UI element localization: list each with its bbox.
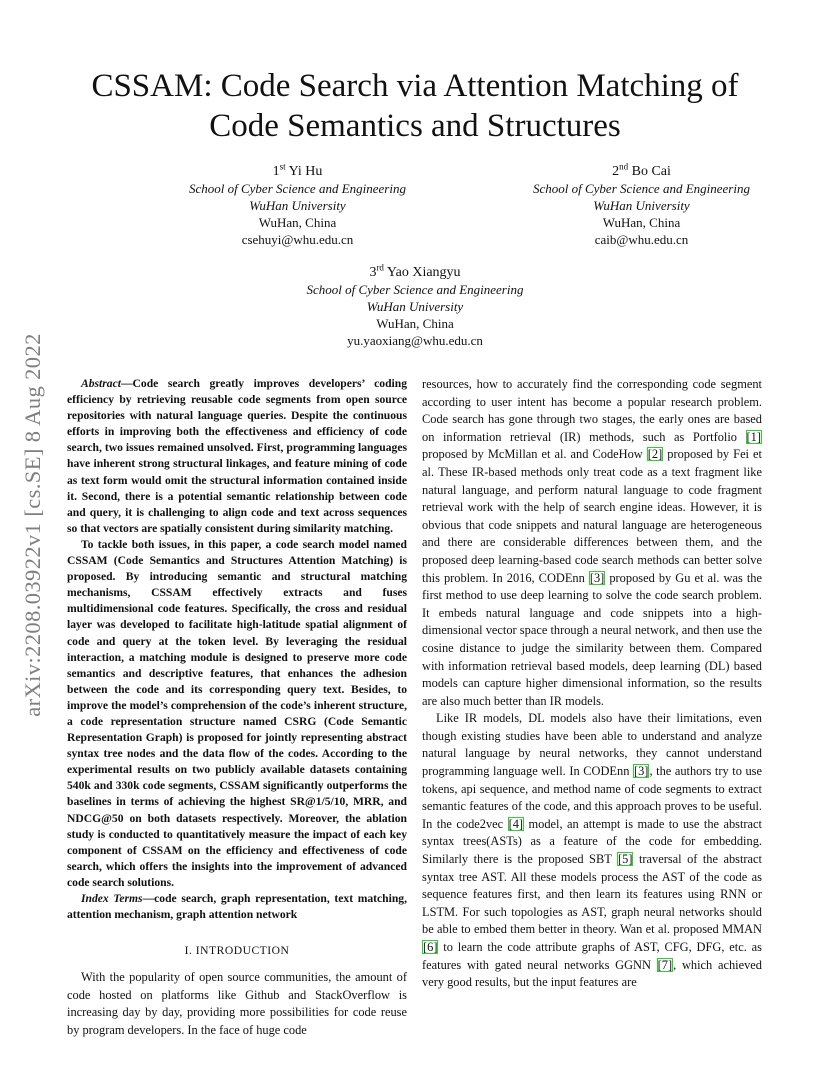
abstract-paragraph-1: Abstract—Code search greatly improves developers’ coding efficiency by retrieving reusable code segments from open source repositories with natural language queries. Despite the continuous efforts in improving both the effectiveness and efficiency of code search, two issues remained unsolved. First, programming languages have inherent strong structural linkages, and feature mining of code as text form would omit the structural information contained inside it. Second, there is a potential semantic relationship between code and query, it is challenging to align code and text across sequences so that vectors are spatially consistent during similarity matching. — [67, 377, 407, 535]
author-block-3 — [270, 264, 560, 349]
author-location: WuHan, China — [258, 215, 337, 230]
left-column — [67, 376, 407, 1040]
intro-paragraph-continued: resources, how to accurately find the corresponding code segment according to user intent has become a popular research problem. Code search has gone through two stages, the early ones are based on information retrieval (IR) methods, such as Portfolio [1] proposed by McMillan et al. and CodeHow [2] proposed by Fei et al. These IR-based methods only treat code as a text fragment like natural language, and perform natural language to code fragment retrieval work with the help of search engine ideas. However, it is obvious that code snippets and natural language are heterogeneous and there are considerable differences between them, and the proposed deep learning-based code search methods can better solve this problem. In 2016, CODEnn [3] proposed by Gu et al. was the first method to use deep learning to solve the code search problem. It embeds natural language and code snippets into a high-dimensional vector space through a neural network, and then use the cosine distance to judge the similarity between them. Compared with information retrieval based models, deep learning (DL) based models can capture higher dimensional information, so the results are also much better than IR models. — [422, 377, 762, 708]
arxiv-id-text: arXiv:2208.03922v1 [cs.SE] 8 Aug 2022 — [20, 333, 45, 717]
arxiv-identifier-stamp — [18, 290, 48, 760]
title-line-1: CSSAM: Code Search via Attention Matching of — [91, 68, 739, 104]
author-university: WuHan University — [249, 198, 346, 213]
author-email: caib@whu.edu.cn — [594, 232, 689, 247]
index-terms: Index Terms—code search, graph representation, text matching, attention mechanism, graph attention network — [67, 892, 407, 922]
author-location: WuHan, China — [602, 215, 681, 230]
abstract-paragraph-2: To tackle both issues, in this paper, a code search model named CSSAM (Code Semantics and Structures Attention Matching) is proposed. By introducing semantic and structural matching mechanisms, CSSAM effectively extracts and fuses multidimensional code features. Specifically, the cross and residual layer was developed to facilitate high-latitude spatial alignment of code and query at the token level. By leveraging the residual interaction, a matching module is designed to preserve more code semantics and descriptive features, that enhances the adhesion between the code and its corresponding query text. Besides, to improve the model’s comprehension of the code’s inherent structure, a code representation structure named CSRG (Code Semantic Representation Graph) is proposed for jointly representing abstract syntax tree nodes and the data flow of the codes. According to the experimental results on two publicly available datasets containing 540k and 330k code segments, CSSAM significantly outperforms the baselines in terms of achieving the highest SR@1/5/10, MRR, and NDCG@50 on both datasets respectively. Moreover, the ablation study is conducted to quantitatively measure the impact of each key component of CSSAM on the efficiency and effectiveness of code search, which offers the insights into the improvement of advanced code search solutions. — [67, 537, 407, 889]
author-school: School of Cyber Science and Engineering — [306, 282, 524, 297]
author-name: 1st Yi Hu — [272, 161, 323, 179]
citation-link[interactable]: [4] — [508, 816, 524, 831]
author-block-2 — [504, 163, 779, 248]
author-university: WuHan University — [593, 198, 690, 213]
author-location: WuHan, China — [376, 316, 454, 331]
title-line-2: Code Semantics and Structures — [209, 108, 621, 144]
right-column — [422, 376, 762, 992]
author-email: csehuyi@whu.edu.cn — [241, 232, 354, 247]
citation-link[interactable]: [1] — [746, 429, 761, 444]
author-university: WuHan University — [366, 299, 464, 314]
citation-link[interactable]: [3] — [633, 764, 649, 779]
author-email: yu.yaoxiang@whu.edu.cn — [347, 333, 483, 348]
intro-paragraph-start: With the popularity of open source communities, the amount of code hosted on platforms like Github and StackOverflow is increasing day by day, providing more possibilities for code reuse by program developers. In the face of huge code — [67, 970, 407, 1038]
paper-title — [70, 66, 760, 146]
intro-paragraph-2: Like IR models, DL models also have their limitations, even though existing studies have been able to understand and analyze natural language by neural networks, they cannot understand programming language well. In CODEnn [3], the authors try to use tokens, api sequence, and method name of code segments to extract semantic features of the code, and this approach proves to be useful. In the code2vec [4] model, an attempt is made to use the abstract syntax trees(ASTs) as a feature of the code for embedding. Similarly there is the proposed SBT [5] traversal of the abstract syntax tree AST. All these models process the AST of the code as sequence features first, and then learn its features using RNN or LSTM. For such topologies as AST, graph neural networks should be able to embed them better in theory. Wan et al. proposed MMAN [6] to learn the code attribute graphs of AST, CFG, DFG, etc. as features with gated neural networks GGNN [7], which achieved very good results, but the input features are — [422, 711, 763, 990]
citation-link[interactable]: [5] — [618, 852, 633, 867]
section-heading-introduction: I. INTRODUCTION — [184, 944, 290, 958]
citation-link[interactable]: [7] — [657, 957, 673, 972]
author-name: 3rd Yao Xiangyu — [369, 262, 461, 280]
citation-link[interactable]: [3] — [589, 570, 605, 585]
author-school: School of Cyber Science and Engineering — [533, 181, 750, 196]
author-name: 2nd Bo Cai — [612, 161, 671, 179]
author-school: School of Cyber Science and Engineering — [189, 181, 406, 196]
author-block-1 — [160, 163, 435, 248]
citation-link[interactable]: [2] — [647, 447, 663, 462]
citation-link[interactable]: [6] — [423, 940, 438, 954]
